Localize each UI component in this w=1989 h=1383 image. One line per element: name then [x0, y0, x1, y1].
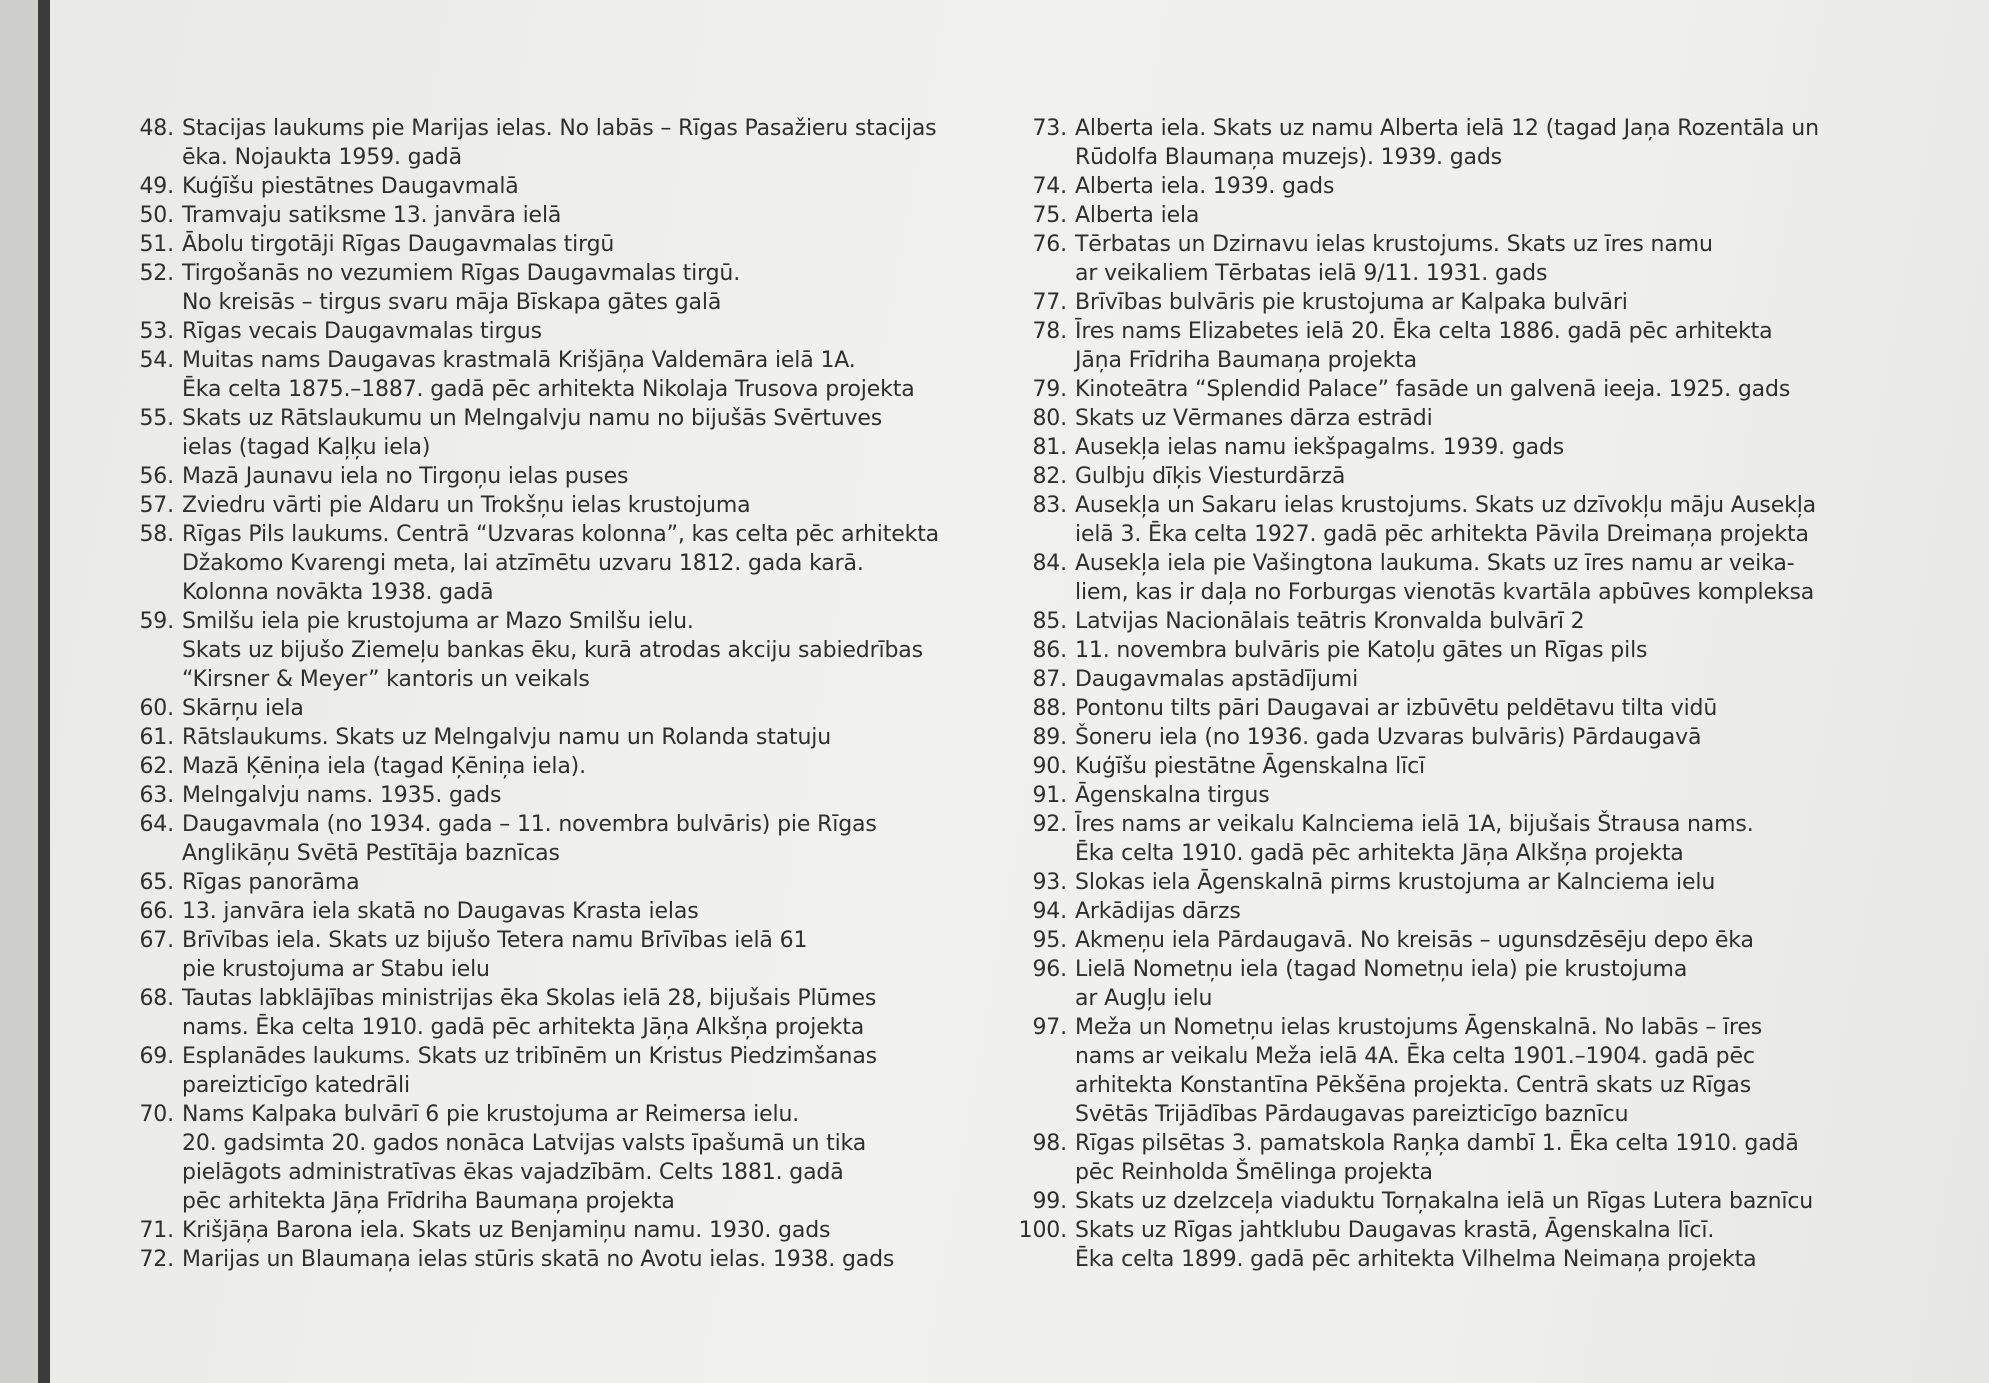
caption-line: Brīvības iela. Skats uz bijušo Tetera namu Brīvības ielā 61	[182, 928, 808, 953]
caption-line: Tramvaju satiksme 13. janvāra ielā	[182, 203, 562, 228]
caption-line: Skārņu iela	[182, 696, 304, 721]
caption-line: Rīgas panorāma	[182, 870, 360, 895]
caption-line: Daugavmala (no 1934. gada – 11. novembra bulvāris) pie Rīgas	[182, 812, 877, 837]
caption-text	[182, 114, 1084, 172]
caption-text	[182, 172, 1084, 201]
caption-text	[182, 230, 1084, 259]
caption-entry	[1017, 694, 1957, 723]
caption-number: 53.	[139, 319, 174, 344]
caption-line: nams ar veikalu Meža ielā 4A. Ēka celta 1901.–1904. gadā pēc	[1075, 1044, 1755, 1069]
caption-text	[1075, 1129, 1957, 1187]
caption-number: 94.	[1032, 899, 1067, 924]
caption-number: 51.	[139, 232, 174, 257]
caption-line: Skats uz bijušo Ziemeļu bankas ēku, kurā atrodas akciju sabiedrības	[182, 638, 923, 663]
caption-text	[1075, 665, 1957, 694]
caption-text	[1075, 491, 1957, 549]
caption-text	[1075, 752, 1957, 781]
caption-text	[182, 404, 1084, 462]
caption-entry	[124, 984, 1084, 1042]
caption-entry	[124, 462, 1084, 491]
caption-line: Ausekļa un Sakaru ielas krustojums. Skats uz dzīvokļu māju Ausekļa	[1075, 493, 1817, 518]
caption-line: ēka. Nojaukta 1959. gadā	[182, 145, 462, 170]
caption-entry	[1017, 665, 1957, 694]
caption-line: Ēka celta 1910. gadā pēc arhitekta Jāņa Alkšņa projekta	[1075, 841, 1684, 866]
caption-text	[1075, 1216, 1957, 1274]
caption-number: 55.	[139, 406, 174, 431]
caption-number: 90.	[1032, 754, 1067, 779]
caption-number: 65.	[139, 870, 174, 895]
caption-text	[182, 897, 1084, 926]
caption-number: 62.	[139, 754, 174, 779]
caption-text	[182, 1100, 1084, 1216]
caption-entry	[124, 897, 1084, 926]
caption-entry	[124, 317, 1084, 346]
caption-entry	[124, 868, 1084, 897]
caption-line: Gulbju dīķis Viesturdārzā	[1075, 464, 1346, 489]
caption-line: Brīvības bulvāris pie krustojuma ar Kalpaka bulvāri	[1075, 290, 1628, 315]
caption-text	[1075, 462, 1957, 491]
caption-entry	[1017, 491, 1957, 549]
caption-entry	[1017, 1187, 1957, 1216]
caption-text	[1075, 1013, 1957, 1129]
caption-line: Mazā Ķēniņa iela (tagad Ķēniņa iela).	[182, 754, 586, 779]
caption-line: Smilšu iela pie krustojuma ar Mazo Smilšu ielu.	[182, 609, 694, 634]
caption-entry	[124, 723, 1084, 752]
caption-number: 100.	[1018, 1218, 1067, 1243]
caption-entry	[1017, 1013, 1957, 1129]
caption-number: 63.	[139, 783, 174, 808]
caption-entry	[124, 259, 1084, 317]
caption-line: Zviedru vārti pie Aldaru un Trokšņu ielas krustojuma	[182, 493, 751, 518]
caption-line: Tirgošanās no vezumiem Rīgas Daugavmalas tirgū.	[182, 261, 741, 286]
caption-column-right	[1017, 114, 1957, 1274]
caption-line: Stacijas laukums pie Marijas ielas. No labās – Rīgas Pasažieru stacijas	[182, 116, 937, 141]
caption-number: 54.	[139, 348, 174, 373]
caption-line: Jāņa Frīdriha Baumaņa projekta	[1075, 348, 1417, 373]
caption-line: Āgenskalna tirgus	[1075, 783, 1270, 808]
caption-number: 74.	[1032, 174, 1067, 199]
caption-line: pie krustojuma ar Stabu ielu	[182, 957, 490, 982]
caption-line: Muitas nams Daugavas krastmalā Krišjāņa Valdemāra ielā 1A.	[182, 348, 856, 373]
caption-line: Rūdolfa Blaumaņa muzejs). 1939. gads	[1075, 145, 1502, 170]
caption-page	[50, 0, 1989, 1383]
caption-text	[182, 810, 1084, 868]
caption-line: Kuģīšu piestātnes Daugavmalā	[182, 174, 519, 199]
caption-text	[1075, 549, 1957, 607]
caption-number: 99.	[1032, 1189, 1067, 1214]
caption-entry	[1017, 375, 1957, 404]
caption-line: Esplanādes laukums. Skats uz tribīnēm un Kristus Piedzimšanas	[182, 1044, 877, 1069]
caption-entry	[1017, 926, 1957, 955]
caption-number: 86.	[1032, 638, 1067, 663]
caption-line: Alberta iela	[1075, 203, 1200, 228]
caption-entry	[1017, 810, 1957, 868]
caption-number: 80.	[1032, 406, 1067, 431]
caption-line: Pontonu tilts pāri Daugavai ar izbūvētu peldētavu tilta vidū	[1075, 696, 1718, 721]
caption-number: 48.	[139, 116, 174, 141]
caption-entry	[1017, 433, 1957, 462]
caption-line: Anglikāņu Svētā Pestītāja baznīcas	[182, 841, 560, 866]
caption-entry	[1017, 172, 1957, 201]
caption-entry	[1017, 868, 1957, 897]
caption-text	[182, 462, 1084, 491]
caption-entry	[124, 346, 1084, 404]
caption-text	[1075, 897, 1957, 926]
caption-text	[182, 317, 1084, 346]
caption-text	[182, 346, 1084, 404]
caption-text	[182, 201, 1084, 230]
caption-number: 76.	[1032, 232, 1067, 257]
caption-line: Slokas iela Āgenskalnā pirms krustojuma ar Kalnciema ielu	[1075, 870, 1716, 895]
caption-entry	[124, 810, 1084, 868]
caption-text	[1075, 636, 1957, 665]
caption-number: 68.	[139, 986, 174, 1011]
caption-entry	[124, 201, 1084, 230]
caption-entry	[1017, 636, 1957, 665]
caption-line: 11. novembra bulvāris pie Katoļu gātes un Rīgas pils	[1075, 638, 1648, 663]
caption-text	[182, 868, 1084, 897]
caption-line: Skats uz Vērmanes dārza estrādi	[1075, 406, 1433, 431]
caption-entry	[1017, 1216, 1957, 1274]
caption-line: Skats uz dzelzceļa viaduktu Torņakalna ielā un Rīgas Lutera baznīcu	[1075, 1189, 1814, 1214]
caption-entry	[1017, 288, 1957, 317]
caption-line: pēc Reinholda Šmēlinga projekta	[1075, 1160, 1433, 1185]
caption-line: Rīgas vecais Daugavmalas tirgus	[182, 319, 542, 344]
caption-number: 83.	[1032, 493, 1067, 518]
caption-entry	[124, 694, 1084, 723]
caption-text	[1075, 201, 1957, 230]
caption-line: arhitekta Konstantīna Pēkšēna projekta. Centrā skats uz Rīgas	[1075, 1073, 1752, 1098]
caption-line: Akmeņu iela Pārdaugavā. No kreisās – ugunsdzēsēju depo ēka	[1075, 928, 1754, 953]
caption-number: 75.	[1032, 203, 1067, 228]
caption-entry	[124, 1216, 1084, 1245]
caption-text	[182, 1042, 1084, 1100]
caption-line: Skats uz Rīgas jahtklubu Daugavas krastā, Āgenskalna līcī.	[1075, 1218, 1715, 1243]
caption-line: Krišjāņa Barona iela. Skats uz Benjamiņu namu. 1930. gads	[182, 1218, 831, 1243]
caption-line: Ausekļa iela pie Vašingtona laukuma. Skats uz īres namu ar veika-	[1075, 551, 1795, 576]
caption-line: Mazā Jaunavu iela no Tirgoņu ielas puses	[182, 464, 629, 489]
caption-number: 73.	[1032, 116, 1067, 141]
caption-entry	[1017, 404, 1957, 433]
caption-text	[182, 1216, 1084, 1245]
caption-line: Meža un Nometņu ielas krustojums Āgenskalnā. No labās – īres	[1075, 1015, 1763, 1040]
caption-entry	[124, 781, 1084, 810]
caption-number: 79.	[1032, 377, 1067, 402]
caption-line: Ēka celta 1875.–1887. gadā pēc arhitekta Nikolaja Trusova projekta	[182, 377, 915, 402]
caption-line: Marijas un Blaumaņa ielas stūris skatā no Avotu ielas. 1938. gads	[182, 1247, 895, 1272]
caption-number: 72.	[139, 1247, 174, 1272]
caption-text	[182, 491, 1084, 520]
caption-text	[1075, 926, 1957, 955]
caption-line: Melngalvju nams. 1935. gads	[182, 783, 502, 808]
caption-number: 70.	[139, 1102, 174, 1127]
caption-text	[1075, 317, 1957, 375]
caption-entry	[1017, 462, 1957, 491]
caption-text	[1075, 230, 1957, 288]
caption-number: 85.	[1032, 609, 1067, 634]
page-binding-edge	[0, 0, 38, 1383]
caption-line: Īres nams ar veikalu Kalnciema ielā 1A, bijušais Štrausa nams.	[1075, 812, 1754, 837]
caption-text	[182, 694, 1084, 723]
caption-text	[182, 781, 1084, 810]
caption-line: Ausekļa ielas namu iekšpagalms. 1939. gads	[1075, 435, 1565, 460]
caption-line: Kuģīšu piestātne Āgenskalna līcī	[1075, 754, 1425, 779]
caption-line: Rīgas pilsētas 3. pamatskola Raņķa dambī 1. Ēka celta 1910. gadā	[1075, 1131, 1799, 1156]
caption-entry	[124, 114, 1084, 172]
caption-line: Arkādijas dārzs	[1075, 899, 1241, 924]
caption-text	[1075, 172, 1957, 201]
caption-text	[1075, 114, 1957, 172]
caption-line: 13. janvāra iela skatā no Daugavas Krasta ielas	[182, 899, 699, 924]
caption-number: 92.	[1032, 812, 1067, 837]
caption-text	[1075, 607, 1957, 636]
caption-line: Džakomo Kvarengi meta, lai atzīmētu uzvaru 1812. gada karā.	[182, 551, 864, 576]
caption-number: 95.	[1032, 928, 1067, 953]
caption-line: No kreisās – tirgus svaru māja Bīskapa gātes galā	[182, 290, 722, 315]
caption-text	[1075, 723, 1957, 752]
caption-line: Skats uz Rātslaukumu un Melngalvju namu no bijušās Svērtuves	[182, 406, 883, 431]
caption-entry	[1017, 897, 1957, 926]
caption-line: ar veikaliem Tērbatas ielā 9/11. 1931. gads	[1075, 261, 1548, 286]
caption-number: 78.	[1032, 319, 1067, 344]
caption-entry	[1017, 201, 1957, 230]
caption-line: Šoneru iela (no 1936. gada Uzvaras bulvāris) Pārdaugavā	[1075, 725, 1702, 750]
caption-number: 49.	[139, 174, 174, 199]
caption-line: liem, kas ir daļa no Forburgas vienotās kvartāla apbūves kompleksa	[1075, 580, 1815, 605]
caption-number: 50.	[139, 203, 174, 228]
caption-number: 84.	[1032, 551, 1067, 576]
caption-entry	[1017, 114, 1957, 172]
caption-line: Rīgas Pils laukums. Centrā “Uzvaras kolonna”, kas celta pēc arhitekta	[182, 522, 940, 547]
caption-number: 91.	[1032, 783, 1067, 808]
caption-number: 67.	[139, 928, 174, 953]
caption-line: Kolonna novākta 1938. gadā	[182, 580, 494, 605]
caption-line: Tautas labklājības ministrijas ēka Skolas ielā 28, bijušais Plūmes	[182, 986, 877, 1011]
caption-entry	[124, 752, 1084, 781]
caption-line: Īres nams Elizabetes ielā 20. Ēka celta 1886. gadā pēc arhitekta	[1075, 319, 1773, 344]
caption-number: 89.	[1032, 725, 1067, 750]
caption-entry	[124, 491, 1084, 520]
caption-text	[182, 520, 1084, 607]
caption-line: ar Augļu ielu	[1075, 986, 1213, 1011]
caption-entry	[1017, 723, 1957, 752]
caption-number: 57.	[139, 493, 174, 518]
caption-number: 96.	[1032, 957, 1067, 982]
caption-entry	[124, 404, 1084, 462]
caption-number: 58.	[139, 522, 174, 547]
caption-entry	[1017, 781, 1957, 810]
caption-entry	[1017, 955, 1957, 1013]
caption-entry	[1017, 1129, 1957, 1187]
caption-line: ielas (tagad Kaļķu iela)	[182, 435, 431, 460]
caption-text	[1075, 433, 1957, 462]
caption-column-left	[124, 114, 1084, 1274]
caption-number: 81.	[1032, 435, 1067, 460]
caption-line: Lielā Nometņu iela (tagad Nometņu iela) pie krustojuma	[1075, 957, 1688, 982]
caption-number: 93.	[1032, 870, 1067, 895]
caption-number: 66.	[139, 899, 174, 924]
caption-text	[182, 984, 1084, 1042]
caption-text	[1075, 288, 1957, 317]
caption-line: 20. gadsimta 20. gados nonāca Latvijas valsts īpašumā un tika	[182, 1131, 867, 1156]
caption-line: pēc arhitekta Jāņa Frīdriha Baumaņa projekta	[182, 1189, 675, 1214]
caption-number: 82.	[1032, 464, 1067, 489]
caption-text	[1075, 781, 1957, 810]
caption-number: 59.	[139, 609, 174, 634]
caption-number: 64.	[139, 812, 174, 837]
caption-number: 61.	[139, 725, 174, 750]
caption-entry	[1017, 317, 1957, 375]
caption-line: Alberta iela. 1939. gads	[1075, 174, 1335, 199]
caption-entry	[124, 926, 1084, 984]
caption-line: Alberta iela. Skats uz namu Alberta ielā 12 (tagad Jaņa Rozentāla un	[1075, 116, 1819, 141]
caption-entry	[1017, 549, 1957, 607]
caption-text	[182, 1245, 1084, 1274]
caption-line: “Kirsner & Meyer” kantoris un veikals	[182, 667, 590, 692]
caption-line: Rātslaukums. Skats uz Melngalvju namu un Rolanda statuju	[182, 725, 832, 750]
caption-text	[1075, 955, 1957, 1013]
caption-line: Ābolu tirgotāji Rīgas Daugavmalas tirgū	[182, 232, 615, 257]
caption-text	[182, 926, 1084, 984]
caption-text	[1075, 404, 1957, 433]
caption-entry	[124, 172, 1084, 201]
caption-text	[1075, 1187, 1957, 1216]
caption-line: Daugavmalas apstādījumi	[1075, 667, 1359, 692]
caption-line: Svētās Trijādības Pārdaugavas pareizticīgo baznīcu	[1075, 1102, 1629, 1127]
caption-number: 88.	[1032, 696, 1067, 721]
caption-number: 56.	[139, 464, 174, 489]
caption-entry	[124, 520, 1084, 607]
caption-line: Kinoteātra “Splendid Palace” fasāde un galvenā ieeja. 1925. gads	[1075, 377, 1791, 402]
caption-entry	[1017, 752, 1957, 781]
caption-line: nams. Ēka celta 1910. gadā pēc arhitekta Jāņa Alkšņa projekta	[182, 1015, 865, 1040]
caption-number: 60.	[139, 696, 174, 721]
caption-number: 69.	[139, 1044, 174, 1069]
caption-text	[1075, 810, 1957, 868]
caption-number: 97.	[1032, 1015, 1067, 1040]
caption-entry	[124, 1100, 1084, 1216]
caption-entry	[124, 1042, 1084, 1100]
caption-text	[1075, 868, 1957, 897]
caption-number: 87.	[1032, 667, 1067, 692]
caption-text	[182, 752, 1084, 781]
caption-line: Nams Kalpaka bulvārī 6 pie krustojuma ar Reimersa ielu.	[182, 1102, 800, 1127]
caption-entry	[124, 230, 1084, 259]
caption-entry	[124, 1245, 1084, 1274]
caption-line: pareizticīgo katedrāli	[182, 1073, 410, 1098]
caption-text	[182, 607, 1084, 694]
caption-number: 52.	[139, 261, 174, 286]
caption-line: Latvijas Nacionālais teātris Kronvalda bulvārī 2	[1075, 609, 1585, 634]
page-spine-line	[38, 0, 50, 1383]
caption-text	[182, 259, 1084, 317]
caption-number: 77.	[1032, 290, 1067, 315]
caption-text	[182, 723, 1084, 752]
caption-text	[1075, 694, 1957, 723]
caption-entry	[1017, 607, 1957, 636]
caption-line: Ēka celta 1899. gadā pēc arhitekta Vilhelma Neimaņa projekta	[1075, 1247, 1757, 1272]
caption-line: pielāgots administratīvas ēkas vajadzībām. Celts 1881. gadā	[182, 1160, 844, 1185]
caption-line: ielā 3. Ēka celta 1927. gadā pēc arhitekta Pāvila Dreimaņa projekta	[1075, 522, 1809, 547]
caption-entry	[124, 607, 1084, 694]
caption-entry	[1017, 230, 1957, 288]
caption-line: Tērbatas un Dzirnavu ielas krustojums. Skats uz īres namu	[1075, 232, 1713, 257]
caption-number: 71.	[139, 1218, 174, 1243]
caption-text	[1075, 375, 1957, 404]
caption-number: 98.	[1032, 1131, 1067, 1156]
